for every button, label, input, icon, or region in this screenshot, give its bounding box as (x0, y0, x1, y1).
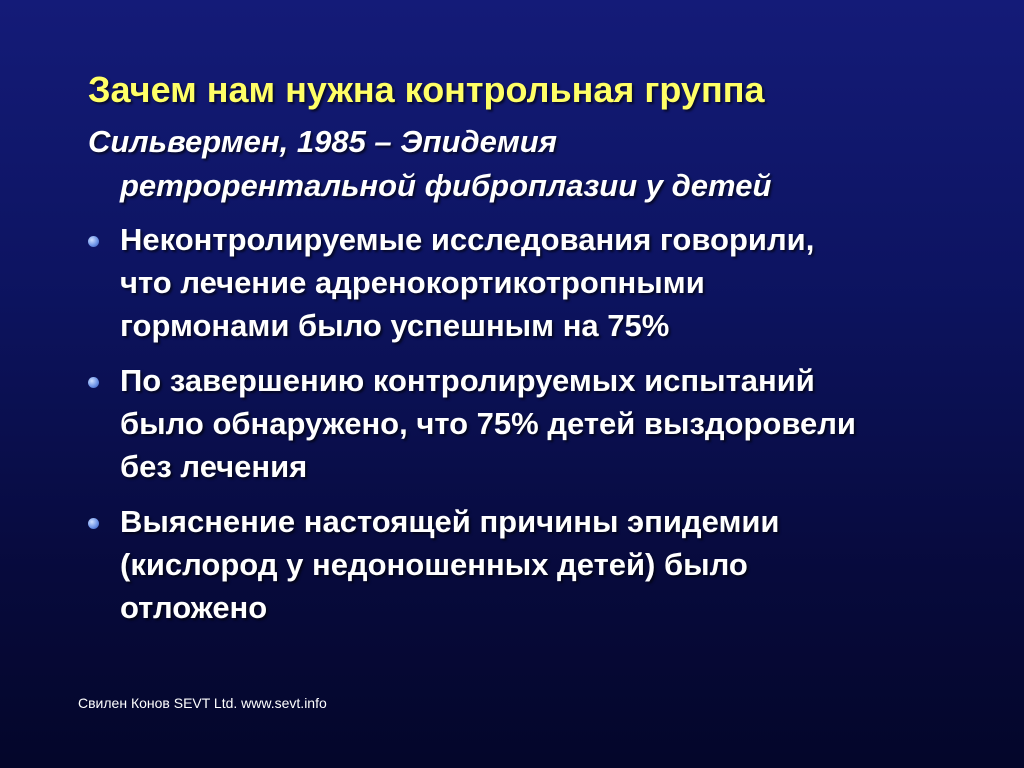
bullet-item (88, 500, 968, 629)
bullet-line: без лечения (120, 449, 308, 484)
circle-bullet-icon (88, 518, 99, 529)
bullet-line: Неконтролируемые исследования говорили, (120, 222, 815, 257)
subtitle-line-1: Сильвермен, 1985 – Эпидемия (88, 124, 557, 159)
circle-bullet-icon (88, 236, 99, 247)
bullet-item (88, 218, 968, 347)
bullet-item (88, 359, 968, 488)
bullet-line: было обнаружено, что 75% детей выздоровели (120, 406, 856, 441)
slide-title: Зачем нам нужна контрольная группа (88, 69, 765, 110)
bullet-list (88, 218, 968, 641)
bullet-line: гормонами было успешным на 75% (120, 308, 670, 343)
bullet-line: отложено (120, 590, 268, 625)
bullet-line: Выяснение настоящей причины эпидемии (120, 504, 780, 539)
bullet-line: По завершению контролируемых испытаний (120, 363, 815, 398)
slide-footer: Свилен Конов SEVT Ltd. www.sevt.info (78, 695, 327, 711)
circle-bullet-icon (88, 377, 99, 388)
slide-subtitle (88, 120, 908, 208)
bullet-line: что лечение адренокортикотропными (120, 265, 705, 300)
bullet-line: (кислород у недоношенных детей) было (120, 547, 748, 582)
subtitle-line-2: ретрорентальной фиброплазии у детей (120, 168, 772, 203)
